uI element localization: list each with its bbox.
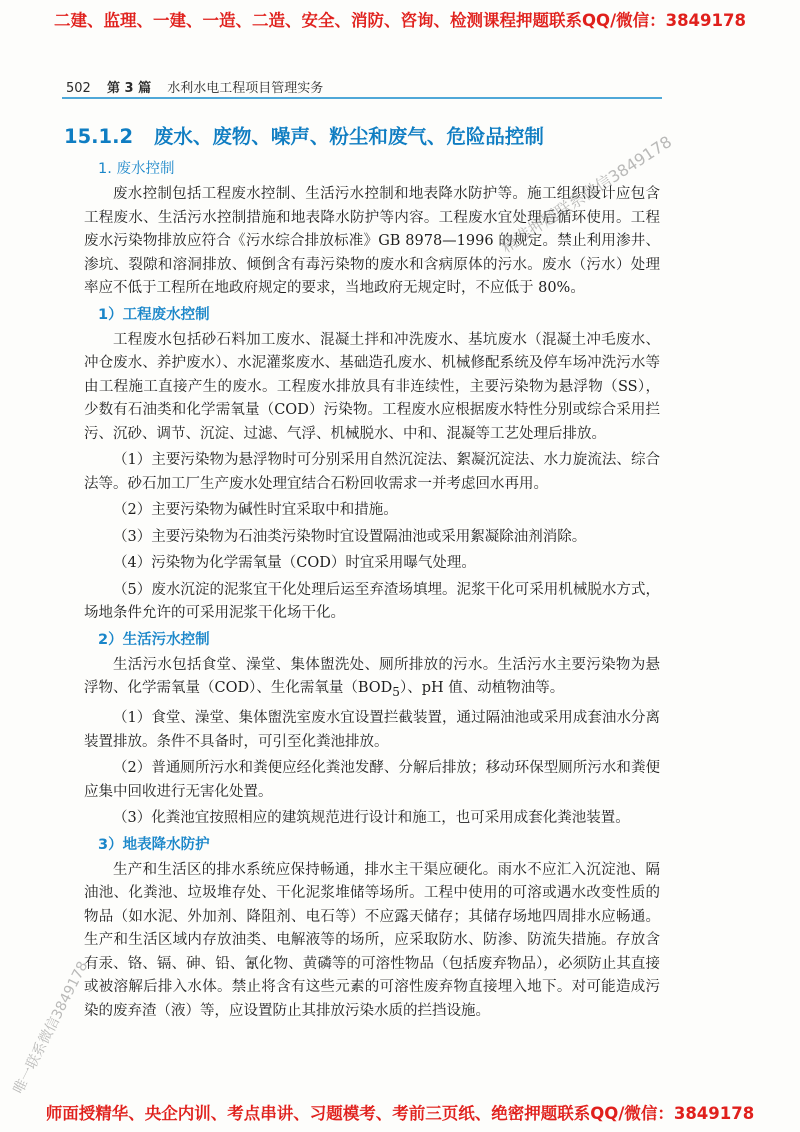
text-span: 生活污水包括食堂、澡堂、集体盥洗处、厕所排放的污水。生活污水主要污染物为悬浮物、化学需氧量（COD）、生化需氧量（BOD: [84, 656, 660, 696]
watermark-left: 唯一联系微信3849178: [10, 958, 92, 1097]
list-item: （5）废水沉淀的泥浆宜干化处理后运至弃渣场填埋。泥浆干化可采用机械脱水方式，场地条件允许的可采用泥浆干化场干化。: [84, 581, 660, 621]
subheading-domestic-sewage: 2）生活污水控制: [98, 631, 210, 648]
list-item: （2）主要污染物为碱性时宜采取中和措施。: [113, 502, 398, 518]
part-label: 第 3 篇: [106, 81, 152, 96]
list-item: （1）主要污染物为悬浮物时可分别采用自然沉淀法、絮凝沉淀法、水力旋流法、综合法等。砂石加工厂生产废水处理宜结合石粉回收需求一并考虑回水再用。: [84, 452, 660, 492]
paragraph-engineering-wastewater: 工程废水包括砂石料加工废水、混凝土拌和冲洗废水、基坑废水（混凝土冲毛废水、冲仓废水、养护废水）、水泥灌浆废水、基础造孔废水、机械修配系统及停车场冲洗污水等由工程施工直接产生的废水。工程废水排放具有非连续性，主要污染物为悬浮物（SS），少数有石油类和化学需氧量（COD）污染物。工程废水应根据废水特性分别或综合采用拦污、沉砂、调节、沉淀、过滤、气浮、机械脱水、中和、混凝等工艺处理后排放。: [84, 331, 660, 442]
paragraph-domestic-sewage: [84, 654, 660, 705]
list-item: （4）污染物为化学需氧量（COD）时宜采用曝气处理。: [113, 555, 476, 571]
book-title: 水利水电工程项目管理实务: [167, 81, 324, 96]
subsection-heading-wastewater: 1. 废水控制: [98, 161, 175, 177]
bottom-ad-banner: 师面授精华、央企内训、考点串讲、习题模考、考前三页纸、绝密押题联系QQ/微信：3849178: [45, 1104, 755, 1123]
watermark-right: 精准押题联系微信3849178: [497, 131, 676, 257]
section-title: [64, 121, 544, 149]
text-span: ）、pH 值、动植物油等。: [399, 680, 565, 696]
paragraph-surface-runoff: 生产和生活区的排水系统应保持畅通，排水主干渠应硬化。雨水不应汇入沉淀池、隔油池、化粪池、垃圾堆存处、干化泥浆堆储等场所。工程中使用的可溶或遇水改变性质的物品（如水泥、外加剂、降阻剂、电石等）不应露天储存；其储存场地四周排水应畅通。生产和生活区域内存放油类、电解液等的场所，应采取防水、防渗、防流失措施。存放含有汞、铬、镉、砷、铅、氰化物、黄磷等的可溶性物品（包括废弃物品），必须防止其直接或被溶解后排入水体。禁止将含有这些元素的可溶性废弃物直接埋入地下。对可能造成污染的废弃渣（液）等，应设置防止其排放污染水质的拦挡设施。: [84, 861, 660, 1019]
list-item: （2）普通厕所污水和粪便应经化粪池发酵、分解后排放；移动环保型厕所污水和粪便应集中回收进行无害化处置。: [84, 760, 660, 800]
subheading-engineering-wastewater: 1）工程废水控制: [98, 306, 210, 323]
list-item: （3）主要污染物为石油类污染物时宜设置隔油池或采用絮凝除油剂消除。: [113, 528, 587, 545]
list-item: （1）食堂、澡堂、集体盥洗室废水宜设置拦截装置，通过隔油池或采用成套油水分离装置排放。条件不具备时，可引至化粪池排放。: [84, 710, 660, 750]
section-number: 15.1.2: [64, 125, 134, 148]
header-rule: [62, 97, 662, 99]
list-item: （3）化粪池宜按照相应的建筑规范进行设计和施工，也可采用成套化粪池装置。: [113, 810, 630, 827]
subscript: 5: [392, 684, 400, 699]
running-header: [66, 77, 323, 96]
page-number: 502: [66, 81, 91, 96]
page-body: [84, 158, 660, 1026]
subheading-surface-runoff: 3）地表降水防护: [98, 836, 210, 853]
section-heading: 废水、废物、噪声、粉尘和废气、危险品控制: [153, 125, 544, 148]
top-ad-banner: 二建、监理、一建、一造、二造、安全、消防、咨询、检测课程押题联系QQ/微信：3849178: [54, 11, 746, 30]
paragraph-wastewater-overview: 废水控制包括工程废水控制、生活污水控制和地表降水防护等。施工组织设计应包含工程废水、生活污水控制措施和地表降水防护等内容。工程废水宜处理后循环使用。工程废水污染物排放应符合《污水综合排放标准》GB 8978—1996 的规定。禁止利用渗井、渗坑、裂隙和溶洞排放、倾倒含有毒污染物的废水和含病原体的污水。废水（污水）处理率应不低于工程所在地政府规定的要求，当地政府无规定时，不应低于 80%。: [84, 186, 660, 296]
